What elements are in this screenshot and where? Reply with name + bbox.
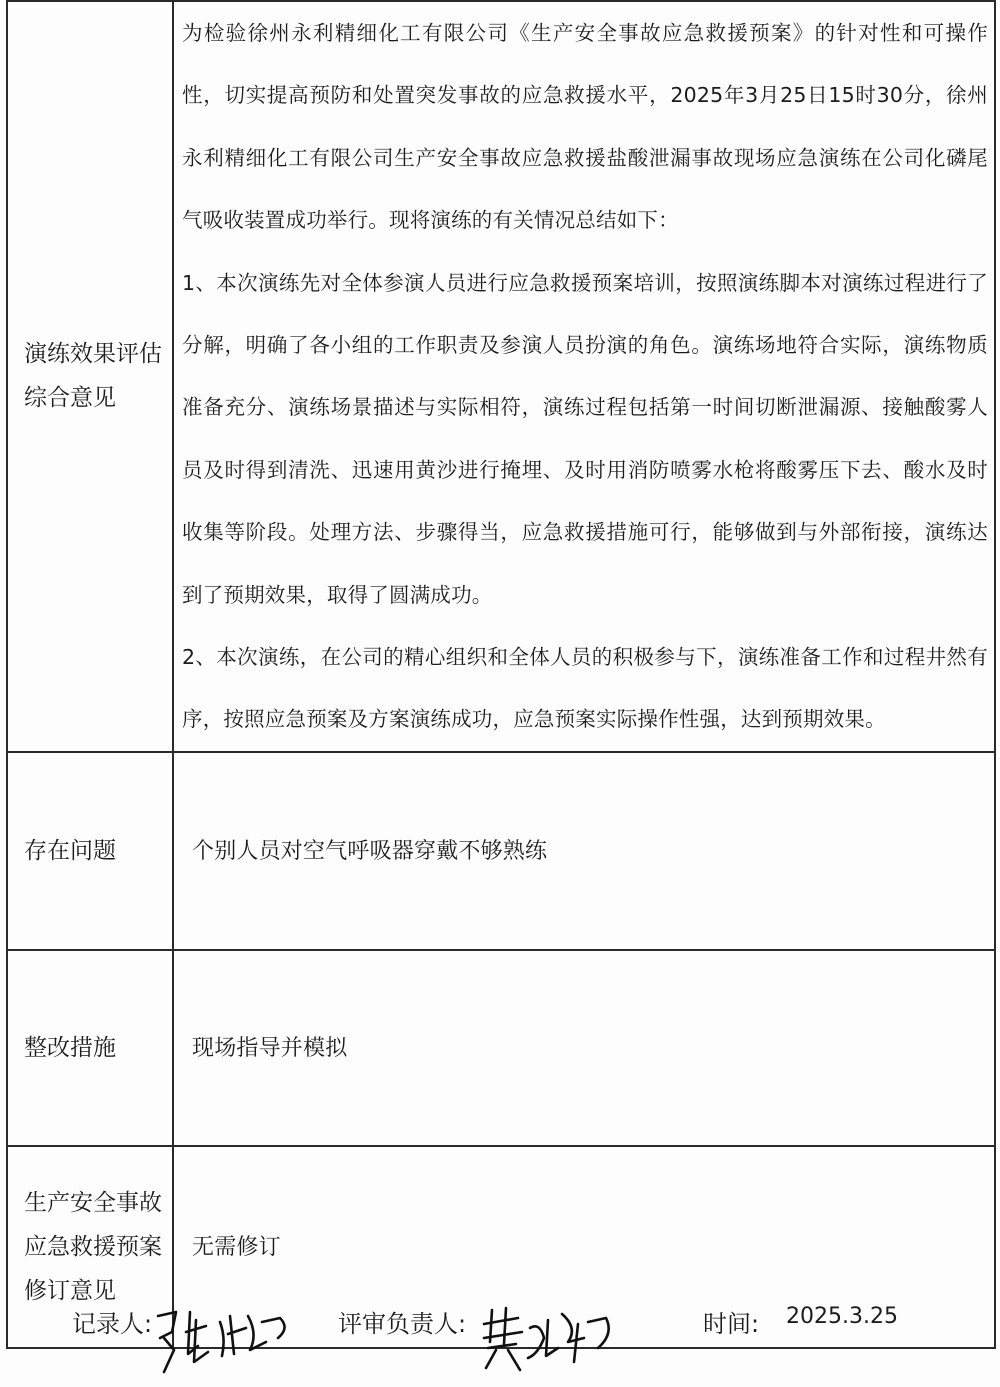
row-label-rectification: 整改措施 xyxy=(7,950,173,1146)
row-content-evaluation xyxy=(173,1,995,752)
row-label-revision: 生产安全事故应急救援预案修订意见 xyxy=(7,1146,173,1348)
row-content-rectification xyxy=(173,950,995,1146)
evaluation-paragraph-1: 1、本次演练先对全体参演人员进行应急救援预案培训，按照演练脚本对演练过程进行了分解，明确了各小组的工作职责及参演人员扮演的角色。演练场地符合实际，演练物质准备充分、演练场景描述与实际相符，演练过程包括第一时间切断泄漏源、接触酸雾人员及时得到清洗、迅速用黄沙进行掩埋、及时用消防喷雾水枪将酸雾压下去、酸水及时收集等阶段。处理方法、步骤得当，应急救援措施可行，能够做到与外部衔接，演练达到了预期效果，取得了圆满成功。 xyxy=(182,270,988,607)
rectification-text: 现场指导并模拟 xyxy=(192,1035,348,1061)
row-label-problems: 存在问题 xyxy=(7,752,173,950)
problems-text: 个别人员对空气呼吸器穿戴不够熟练 xyxy=(192,838,548,864)
revision-text: 无需修订 xyxy=(192,1234,281,1260)
table-row-evaluation xyxy=(7,1,995,752)
table-row-rectification xyxy=(7,950,995,1146)
time-value: 2025.3.25 xyxy=(786,1304,898,1329)
reviewer-label: 评审负责人: xyxy=(338,1310,467,1338)
table-row-problems xyxy=(7,752,995,950)
evaluation-table xyxy=(6,0,996,1349)
row-content-problems xyxy=(173,752,995,950)
signature-footer xyxy=(0,1298,1000,1378)
recorder-label: 记录人: xyxy=(72,1310,153,1338)
reviewer-signature-icon xyxy=(478,1298,618,1378)
recorder-signature-icon xyxy=(150,1298,300,1378)
time-label: 时间: xyxy=(703,1310,760,1338)
evaluation-paragraph-2: 2、本次演练，在公司的精心组织和全体人员的积极参与下，演练准备工作和过程井然有序，按照应急预案及方案演练成功，应急预案实际操作性强，达到预期效果。 xyxy=(182,645,988,732)
evaluation-paragraph-intro: 为检验徐州永利精细化工有限公司《生产安全事故应急救援预案》的针对性和可操作性，切实提高预防和处置突发事故的应急救援水平，2025年3月25日15时30分，徐州永利精细化工有限公司生产安全事故应急救援盐酸泄漏事故现场应急演练在公司化磷尾气吸收装置成功举行。现将演练的有关情况总结如下： xyxy=(182,21,988,233)
row-label-evaluation: 演练效果评估综合意见 xyxy=(7,1,173,752)
